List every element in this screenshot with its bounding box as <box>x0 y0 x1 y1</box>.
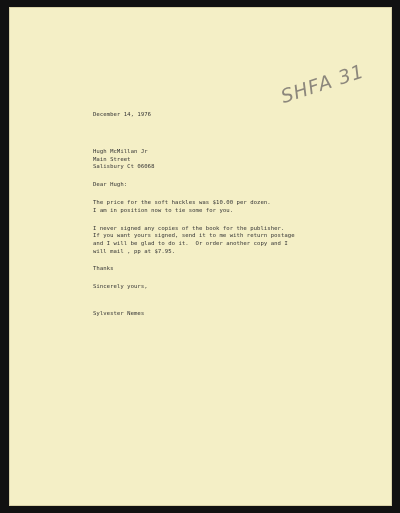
spacer <box>93 172 383 182</box>
recipient-name: Hugh McMillan Jr <box>93 148 148 155</box>
thanks-line: Thanks <box>93 266 114 273</box>
recipient-city: Salisbury Ct 06068 <box>93 164 155 171</box>
spacer <box>93 274 383 284</box>
closing: Sincerely yours, <box>93 284 148 291</box>
letter-body <box>93 112 383 319</box>
handwritten-archive-note: SHFA 31 <box>278 60 368 108</box>
spacer <box>93 190 383 200</box>
paragraph2-line: will mail , pp at $7.95. <box>93 248 176 255</box>
recipient-street: Main Street <box>93 156 131 163</box>
spacer <box>93 139 383 149</box>
letter-page <box>9 7 392 506</box>
spacer <box>93 256 383 266</box>
spacer <box>93 292 383 311</box>
paragraph2-line: If you want yours signed, send it to me with return postage <box>93 233 295 240</box>
paragraph2-line: I never signed any copies of the book for the publisher. <box>93 225 285 232</box>
paragraph1-line: I am in position now to tie some for you. <box>93 207 234 214</box>
signature-name: Sylvester Nemes <box>93 311 145 318</box>
paragraph2-line: and I will be glad to do it. Or order another copy and I <box>93 240 288 247</box>
spacer <box>93 120 383 139</box>
spacer <box>93 215 383 225</box>
letter-date: December 14, 1976 <box>93 112 152 118</box>
paragraph1-line: The price for the soft hackles was $10.00 per dozen. <box>93 200 271 207</box>
salutation: Dear Hugh: <box>93 182 128 189</box>
